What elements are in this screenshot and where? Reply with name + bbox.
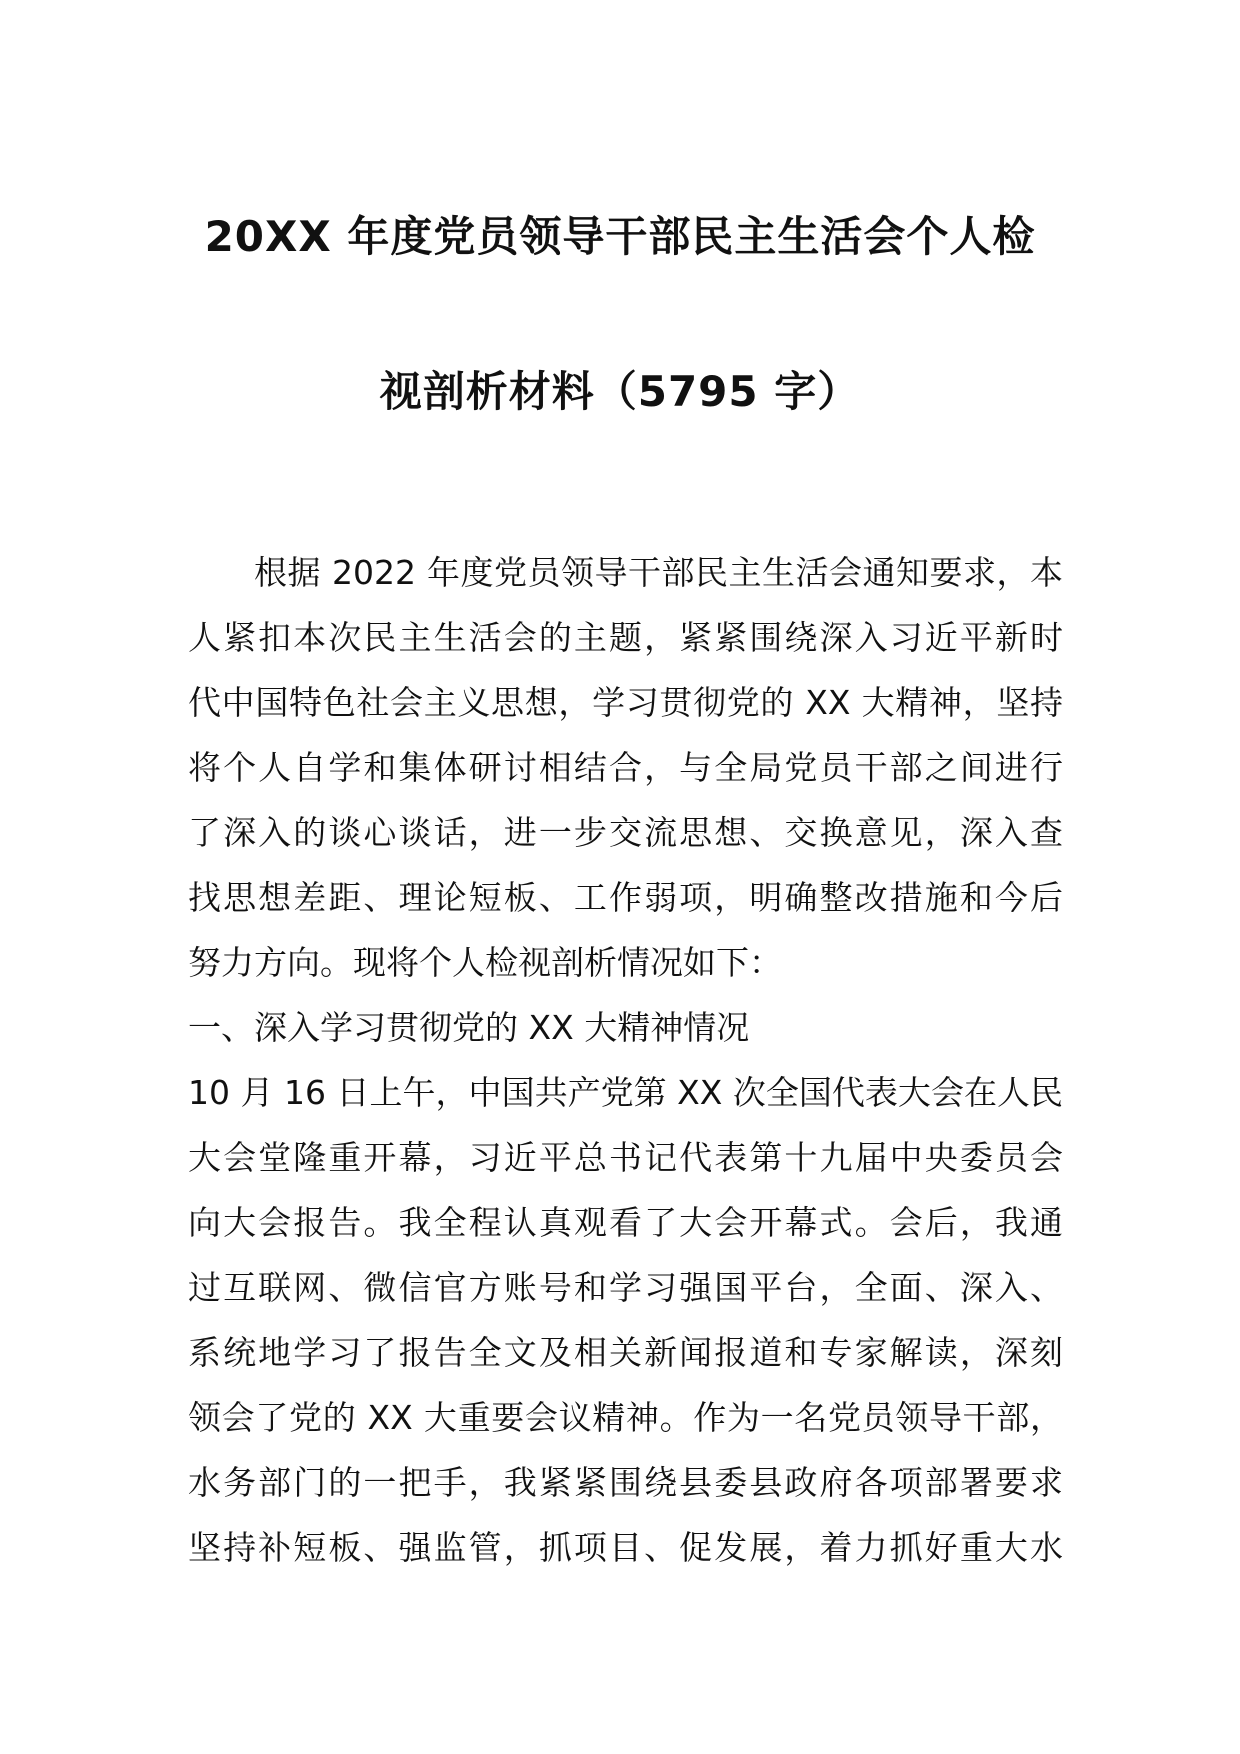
body-line: 大会堂隆重开幕，习近平总书记代表第十九届中央委员会 xyxy=(188,1138,1063,1177)
document-title-line-2: 视剖析材料（5795 字） xyxy=(379,367,861,416)
body-line: 过互联网、微信官方账号和学习强国平台，全面、深入、 xyxy=(188,1268,1063,1307)
body-line: 10 月 16 日上午，中国共产党第 XX 次全国代表大会在人民 xyxy=(188,1073,1063,1112)
body-line: 找思想差距、理论短板、工作弱项，明确整改措施和今后 xyxy=(188,878,1063,917)
body-line: 向大会报告。我全程认真观看了大会开幕式。会后，我通 xyxy=(188,1203,1063,1242)
body-line: 努力方向。现将个人检视剖析情况如下： xyxy=(188,943,782,982)
body-line: 系统地学习了报告全文及相关新闻报道和专家解读，深刻 xyxy=(188,1333,1063,1372)
section-heading: 一、深入学习贯彻党的 XX 大精神情况 xyxy=(188,1008,750,1047)
body-line: 将个人自学和集体研讨相结合，与全局党员干部之间进行 xyxy=(188,748,1063,787)
document-title-line-1: 20XX 年度党员领导干部民主生活会个人检 xyxy=(204,212,1036,261)
body-line: 水务部门的一把手，我紧紧围绕县委县政府各项部署要求 xyxy=(188,1463,1063,1502)
body-line: 领会了党的 XX 大重要会议精神。作为一名党员领导干部， xyxy=(188,1398,1063,1437)
body-line: 了深入的谈心谈话，进一步交流思想、交换意见，深入查 xyxy=(188,813,1063,852)
body-line: 代中国特色社会主义思想，学习贯彻党的 XX 大精神，坚持 xyxy=(188,683,1063,722)
document-body xyxy=(188,540,1063,1580)
body-line: 人紧扣本次民主生活会的主题，紧紧围绕深入习近平新时 xyxy=(188,618,1063,657)
body-line: 坚持补短板、强监管，抓项目、促发展，着力抓好重大水 xyxy=(188,1528,1063,1567)
body-line: 根据 2022 年度党员领导干部民主生活会通知要求，本 xyxy=(254,553,1063,592)
